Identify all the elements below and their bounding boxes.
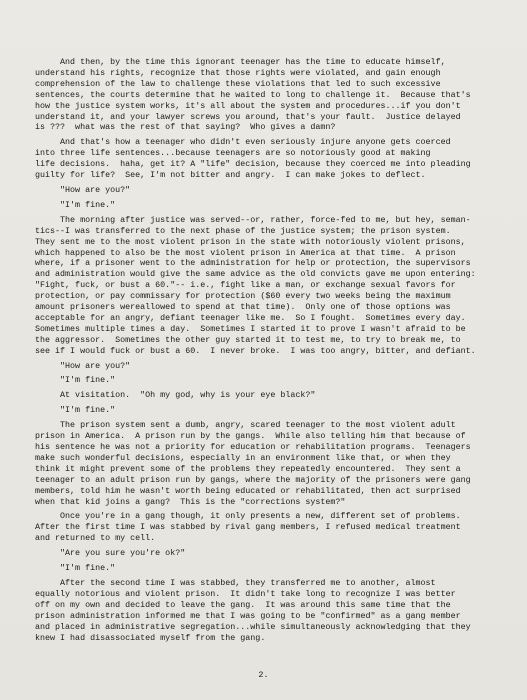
paragraph — [35, 390, 507, 401]
paragraph — [35, 375, 507, 386]
paragraph — [35, 185, 507, 196]
text-line: They sent me to the most violent prison in the state with notoriously violent prisons, — [35, 236, 466, 247]
text-line: After the first time I was stabbed by rival gang members, I refused medical treatment — [35, 522, 461, 533]
paragraph — [35, 511, 507, 544]
text-line: And that's how a teenager who didn't even seriously injure anyone gets coerced — [35, 137, 451, 148]
text-line: Sometimes multiple times a day. Sometimes I started it to prove I wasn't afraid to be — [35, 323, 466, 334]
text-line: At visitation. "Oh my god, why is your eye black?" — [35, 390, 316, 401]
text-line: and returned to my cell. — [35, 533, 156, 544]
paragraph — [35, 361, 507, 372]
paragraph — [35, 578, 507, 643]
text-line: guilty for life? See, I'm not bitter and angry. I can make jokes to deflect. — [35, 170, 426, 181]
text-line: life decisions. haha, get it? A "life" decision, because they coerced me into pleading — [35, 159, 471, 170]
text-line: protection, or pay commissary for protection ($60 every two weeks being the maximum — [35, 291, 451, 302]
text-line: where, if a prisoner went to the administration for help or protection, the supervisors — [35, 258, 471, 269]
text-line: "I'm fine." — [35, 405, 116, 416]
text-line: knew I had disassociated myself from the gang. — [35, 632, 266, 643]
text-line: think it might prevent some of the problems they repeatedly encountered. They sent a — [35, 463, 461, 474]
text-line: prison in America. A prison run by the gangs. While also telling him that because of — [35, 431, 466, 442]
text-line: into three life sentences...because teenagers are so notoriously good at making — [35, 148, 431, 159]
paragraph — [35, 420, 507, 507]
text-line: comprehension of the law to challenge these violations that led to such excessive — [35, 78, 441, 89]
text-line: understand it, and your lawyer screws you around, that's your fault. Justice delayed — [35, 111, 461, 122]
text-line: "How are you?" — [35, 360, 131, 371]
text-line: After the second time I was stabbed, they transferred me to another, almost — [35, 577, 436, 588]
text-line: his sentence he was not a priority for education or rehabilitation programs. Teenagers — [35, 442, 471, 452]
paragraph — [35, 215, 507, 357]
paragraph — [35, 405, 507, 416]
text-line: "I'm fine." — [35, 199, 116, 210]
text-line: teenager to an adult prison run by gangs, where the majority of the prisoners were gang — [35, 474, 471, 485]
text-line: and administration would give the same advice as the old convicts gave me upon entering: — [35, 269, 476, 280]
text-line: amount prisoners wereallowed to spend at that time). Only one of those options was — [35, 302, 451, 313]
paragraph — [35, 563, 507, 574]
text-line: "I'm fine." — [35, 375, 116, 386]
text-line: make such wonderful decisions, especially in an environment like that, or when they — [35, 452, 451, 463]
text-line: is ??? what was the rest of that saying? Who gives a damn? — [35, 122, 336, 133]
page-number: 2. — [258, 670, 269, 680]
text-line: when that kid joins a gang? This is the "corrections system?" — [35, 496, 346, 507]
text-line: "Fight, fuck, or bust a 60."-- i.e., fight like a man, or exchange sexual favors for — [35, 280, 456, 291]
text-line: The morning after justice was served--or, rather, force-fed to me, but hey, seman- — [35, 214, 471, 225]
text-line: off on my own and decided to leave the gang. It was around this same time that the — [35, 599, 451, 610]
text-line: which happened to also be the most violent prison in America at that time. A prison — [35, 247, 456, 258]
text-line: understand his rights, recognize that those rights were violated, and gain enough — [35, 67, 441, 78]
paragraph — [35, 200, 507, 211]
text-line: The prison system sent a dumb, angry, scared teenager to the most violent adult — [35, 420, 456, 431]
text-line: how the justice system works, it's all about the system and procedures...if you don't — [35, 100, 461, 111]
text-line: members, told him he wasn't worth being educated or rehabilitated, then act surprised — [35, 485, 461, 496]
text-line: "Are you sure you're ok?" — [35, 548, 186, 559]
text-line: sentences, the courts determine that he waited to long to challenge it. Because that's — [35, 89, 471, 100]
document-body — [35, 57, 507, 643]
text-line: tics--I was transferred to the next phase of the justice system; the prison system. — [35, 225, 451, 236]
text-line: equally notorious and violent prison. It didn't take long to recognize I was better — [35, 588, 456, 599]
text-line: see if I would fuck or bust a 60. I never broke. I was too angry, bitter, and defiant. — [35, 345, 476, 356]
text-line: Once you're in a gang though, it only presents a new, different set of problems. — [35, 511, 461, 522]
paragraph — [35, 137, 507, 181]
text-line: the aggressor. Sometimes the other guy started it to test me, to try to break me, to — [35, 334, 461, 345]
paragraph — [35, 57, 507, 133]
text-line: "How are you?" — [35, 184, 131, 195]
text-line: "I'm fine." — [35, 563, 116, 574]
paragraph — [35, 548, 507, 559]
text-line: And then, by the time this ignorant teenager has the time to educate himself, — [35, 57, 446, 67]
text-line: prison administration informed me that I was going to be "confirmed" as a gang member — [35, 610, 461, 621]
text-line: and placed in administrative segregation...while simultaneously acknowledging that they — [35, 621, 471, 632]
text-line: acceptable for an angry, defiant teenager like me. So I fought. Sometimes every day. — [35, 312, 466, 323]
